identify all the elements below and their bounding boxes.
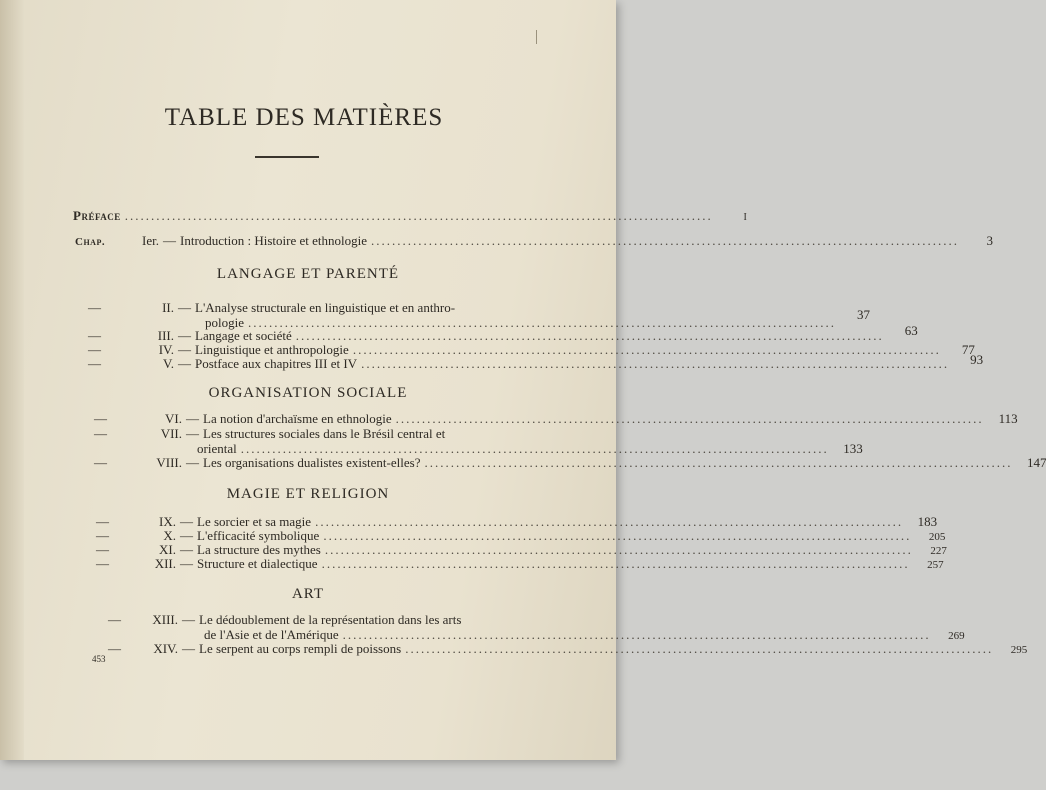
chapter-number: X. [163, 528, 176, 543]
chapter-number: Ier. [142, 233, 159, 248]
toc-entry-chapter-6 [94, 411, 1018, 427]
dash: — [178, 356, 191, 371]
leader-dots: ................................................................................................................ [342, 627, 931, 642]
leader-dots: ................................................................................................................ [395, 411, 984, 426]
page-number: 257 [927, 559, 944, 571]
chapter-number: IV. [158, 342, 174, 357]
chapter-number: VIII. [156, 455, 182, 470]
dash: — [88, 356, 101, 371]
chapter-number: III. [157, 328, 174, 343]
chapter-title: L'efficacité symbolique [197, 528, 320, 543]
chapter-number: II. [162, 300, 174, 315]
dash: — [94, 455, 107, 470]
section-heading: ORGANISATION SOCIALE [208, 385, 408, 401]
dash: — [163, 233, 176, 248]
chapter-title: Introduction : Histoire et ethnologie [180, 233, 368, 248]
page-number: 93 [970, 352, 984, 367]
leader-dots: ................................................................................................................ [321, 556, 910, 571]
dash: — [94, 411, 107, 426]
signature-folio: 453 [92, 654, 106, 664]
page-number: 3 [986, 233, 994, 248]
chapter-title: Le serpent au corps rempli de poissons [199, 641, 402, 656]
leader-dots: ................................................................................................................ [240, 441, 829, 456]
dash: — [178, 300, 191, 315]
chapter-number: XI. [159, 542, 176, 557]
toc-entry-chapter-12 [96, 556, 944, 572]
leader-dots: ................................................................................................................ [323, 528, 912, 543]
leader-dots: ................................................................................................................ [248, 315, 836, 330]
dash: — [88, 300, 101, 315]
dash: — [186, 455, 199, 470]
pencil-mark [536, 30, 537, 44]
page-number: 227 [930, 545, 947, 557]
chapter-title: Langage et société [195, 328, 292, 343]
chapter-title: L'Analyse structurale en linguistique et en anthro- [195, 300, 456, 315]
toc-entry-chapter-1 [75, 233, 994, 249]
page-number: 77 [961, 342, 975, 357]
chapter-title: La structure des mythes [197, 542, 321, 557]
section-heading: MAGIE ET RELIGION [226, 486, 390, 502]
chapter-title: Les organisations dualistes existent-elles? [203, 455, 421, 470]
chapter-title: Les structures sociales dans le Brésil central et [203, 426, 446, 441]
dash: — [182, 641, 195, 656]
page-number: 113 [998, 411, 1018, 426]
leader-dots: ................................................................................................................ [405, 641, 994, 656]
dash: — [178, 328, 191, 343]
toc-entry-chapter-2 [88, 300, 533, 316]
leader-dots: ................................................................................................................ [315, 514, 904, 529]
chapter-title: Linguistique et anthropologie [195, 342, 349, 357]
chapter-title: Postface aux chapitres III et IV [195, 356, 358, 371]
dash: — [88, 342, 101, 357]
preface-label: Préface [73, 208, 121, 223]
chapter-prefix: Chap. [75, 236, 106, 248]
section-heading: LANGAGE ET PARENTÉ [216, 266, 400, 282]
page-number: 63 [904, 323, 918, 338]
chapter-number: XIV. [153, 641, 178, 656]
page-title: TABLE DES MATIÈRES [164, 104, 444, 131]
section-heading: ART [291, 586, 325, 602]
chapter-title: La notion d'archaïsme en ethnologie [203, 411, 392, 426]
chapter-number: V. [163, 356, 174, 371]
leader-dots: ................................................................................................................ [324, 542, 913, 557]
leader-dots: ................................................................................................................ [295, 328, 884, 343]
dash: — [178, 342, 191, 357]
chapter-title-continued: pologie [205, 315, 244, 330]
toc-entry-preface [73, 208, 747, 224]
dash: — [108, 612, 121, 627]
chapter-title: Le sorcier et sa magie [197, 514, 312, 529]
toc-entry-chapter-5 [88, 352, 984, 372]
page-number: 295 [1010, 644, 1028, 656]
toc-entry-chapter-7 [94, 426, 533, 442]
chapter-title: Le dédoublement de la représentation dans les arts [199, 612, 462, 627]
page-number: 147 [1026, 455, 1046, 470]
page-number: 205 [928, 531, 946, 543]
chapter-title: Structure et dialectique [197, 556, 318, 571]
leader-dots: ................................................................................................................ [352, 342, 941, 357]
dash: — [186, 426, 199, 441]
leader-dots: ................................................................................................................ [124, 208, 713, 223]
dash: — [96, 528, 109, 543]
dash: — [180, 528, 193, 543]
chapter-title-continued: de l'Asie et de l'Amérique [204, 627, 339, 642]
dash: — [94, 426, 107, 441]
dash: — [180, 514, 193, 529]
chapter-title-continued: oriental [197, 441, 237, 456]
dash: — [96, 542, 109, 557]
leader-dots: ................................................................................................................ [424, 455, 1013, 470]
dash: — [180, 556, 193, 571]
page-number: 183 [917, 514, 938, 529]
page-number: 37 [857, 307, 870, 322]
chapter-number: XII. [154, 556, 176, 571]
toc-entry-chapter-14 [108, 641, 1028, 657]
toc-entry-chapter-8 [94, 455, 1046, 471]
leader-dots: ................................................................................................................ [371, 233, 960, 248]
page-number: I [743, 212, 747, 223]
chapter-number: IX. [159, 514, 176, 529]
page-number: 269 [948, 630, 965, 642]
dash: — [180, 542, 193, 557]
title-rule [255, 156, 319, 158]
chapter-number: VII. [160, 426, 182, 441]
dash: — [182, 612, 195, 627]
dash: — [96, 556, 109, 571]
chapter-number: VI. [165, 411, 182, 426]
dash: — [108, 641, 121, 656]
dash: — [186, 411, 199, 426]
leader-dots: ................................................................................................................ [361, 356, 950, 371]
toc-entry-chapter-13 [108, 612, 540, 628]
chapter-number: XIII. [152, 612, 178, 627]
page-number: 133 [843, 441, 863, 456]
dash: — [96, 514, 109, 529]
dash: — [88, 328, 101, 343]
